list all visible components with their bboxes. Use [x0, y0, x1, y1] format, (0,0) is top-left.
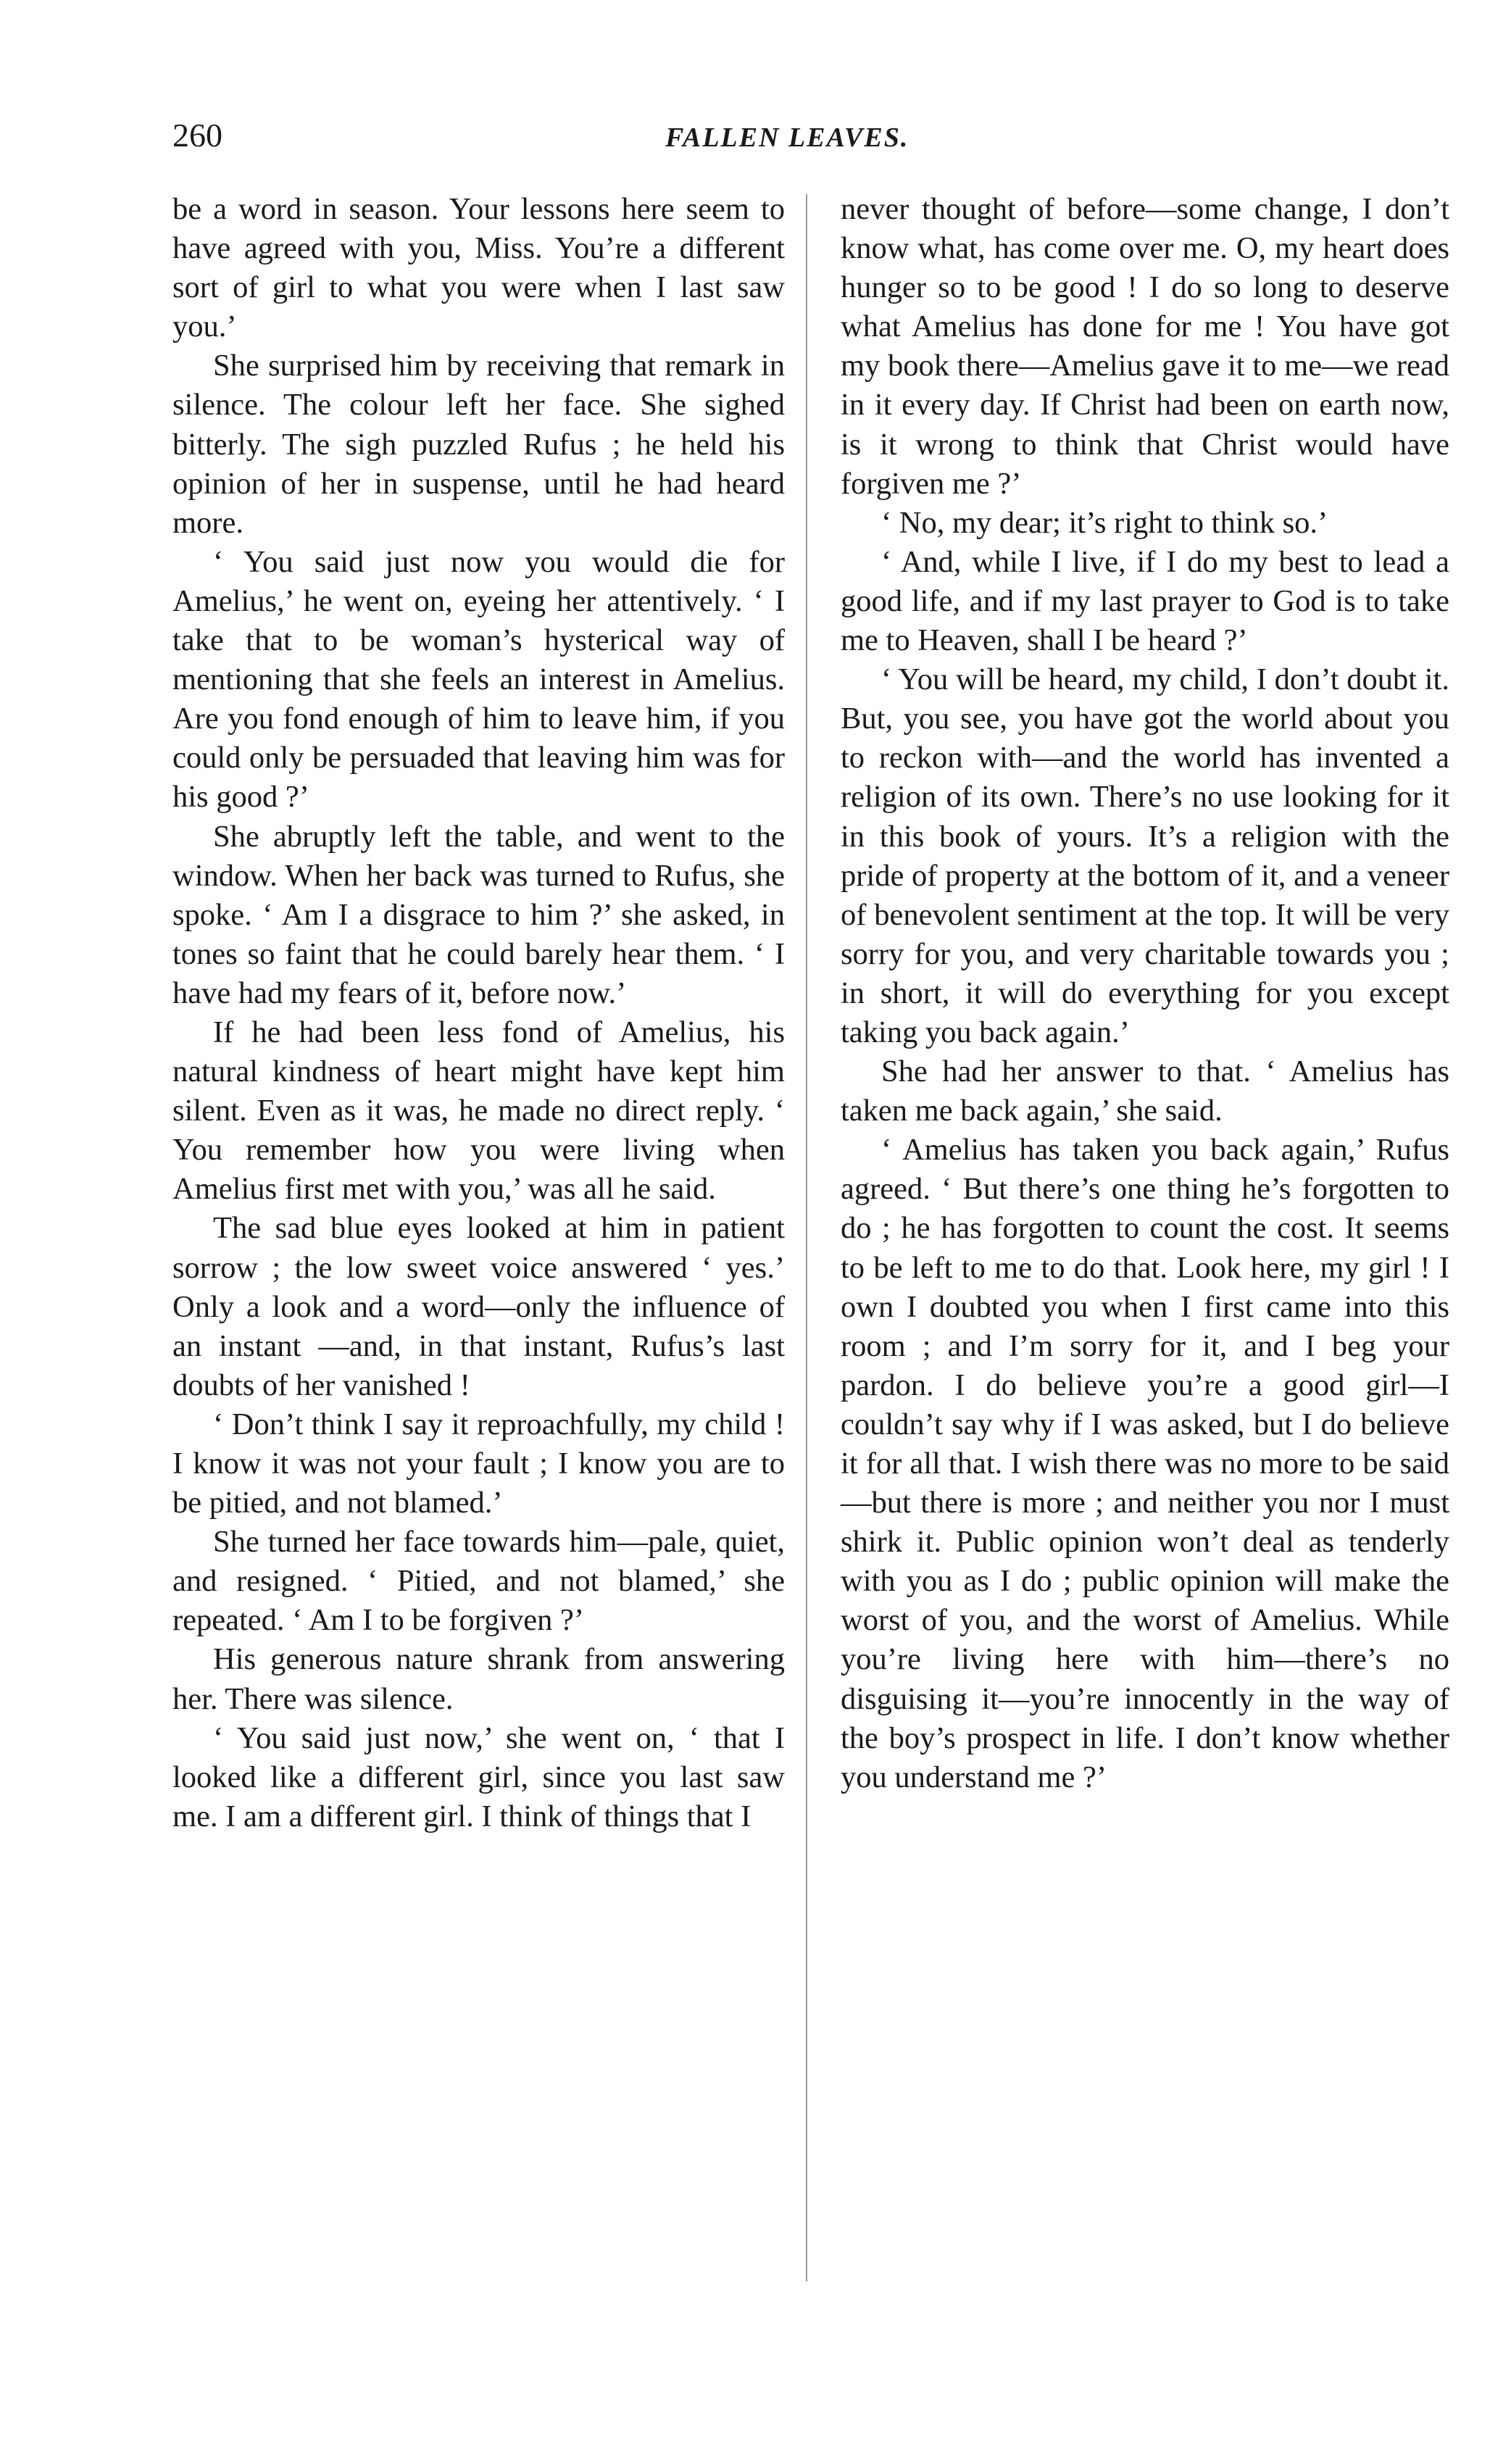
page-number: 260 [172, 117, 222, 154]
running-title: FALLEN LEAVES. [665, 122, 909, 153]
paragraph: The sad blue eyes looked at him in patient sorrow ; the low sweet voice answered ‘ yes.’ Only a look and a word—only the influence of an instant —and, in that instant, Rufus’s last doubts of her vanished ! [172, 1211, 785, 1402]
paragraph: If he had been less fond of Amelius, his natural kindness of heart might have kept him silent. Even as it was, he made no direct reply. ‘ You remember how you were living when Amelius first met with you,’ was all he said. [172, 1015, 785, 1207]
paragraph: ‘ You said just now,’ she went on, ‘ that I looked like a different girl, since you last saw me. I am a different girl. I think of things that I [172, 1720, 785, 1834]
paragraph: ‘ And, while I live, if I do my best to lead a good life, and if my last prayer to God is to take me to Heaven, shall I be heard ?’ [841, 544, 1449, 658]
paragraph: ‘ No, my dear; it’s right to think so.’ [881, 505, 1328, 540]
right-column [841, 190, 1449, 1797]
paragraph: She had her answer to that. ‘ Amelius has taken me back again,’ she said. [841, 1054, 1449, 1128]
paragraph: She abruptly left the table, and went to the window. When her back was turned to Rufus, she spoke. ‘ Am I a disgrace to him ?’ she asked, in tones so faint that he could barely hear them. ‘ I have had my fears of it, before now.’ [172, 819, 785, 1010]
column-divider [806, 194, 807, 2281]
page-header [172, 116, 960, 159]
left-column [172, 190, 785, 1836]
paragraph: be a word in season. Your lessons here seem to have agreed with you, Miss. You’re a different sort of girl to what you were when I last saw you.’ [172, 192, 785, 344]
paragraph: ‘ Amelius has taken you back again,’ Rufus agreed. ‘ But there’s one thing he’s forgotten to do ; he has forgotten to count the cost. It seems to be left to me to do that. Look here, my girl ! I own I doubted you when I first came into this room ; and I’m sorry for it, and I beg your pardon. I do believe you’re a good girl—I couldn’t say why if I was asked, but I do believe it for all that. I wish there was no more to be said—but there is more ; and neither you nor I must shirk it. Public opinion won’t deal as tenderly with you as I do ; public opinion will make the worst of you, and the worst of Amelius. While you’re living here with him—there’s no disguising it—you’re innocently in the way of the boy’s prospect in life. I don’t know whether you understand me ?’ [841, 1133, 1449, 1794]
paragraph: She surprised him by receiving that remark in silence. The colour left her face. She sighed bitterly. The sigh puzzled Rufus ; he held his opinion of her in suspense, until he had heard more. [172, 349, 785, 540]
paragraph: ‘ You will be heard, my child, I don’t doubt it. But, you see, you have got the world about you to reckon with—and the world has invented a religion of its own. There’s no use looking for it in this book of yours. It’s a religion with the pride of property at the bottom of it, and a veneer of benevolent sentiment at the top. It will be very sorry for you, and very charitable towards you ; in short, it will do everything for you except taking you back again.’ [841, 662, 1449, 1049]
paragraph: She turned her face towards him—pale, quiet, and resigned. ‘ Pitied, and not blamed,’ she repeated. ‘ Am I to be forgiven ?’ [172, 1525, 785, 1638]
paragraph: never thought of before—some change, I don’t know what, has come over me. O, my heart does hunger so to be good ! I do so long to deserve what Amelius has done for me ! You have got my book there—Amelius gave it to me—we read in it every day. If Christ had been on earth now, is it wrong to think that Christ would have forgiven me ?’ [841, 192, 1449, 501]
paragraph: His generous nature shrank from answering her. There was silence. [172, 1642, 785, 1716]
paragraph: ‘ Don’t think I say it reproachfully, my child ! I know it was not your fault ; I know you are to be pitied, and not blamed.’ [172, 1407, 785, 1520]
paragraph: ‘ You said just now you would die for Amelius,’ he went on, eyeing her attentively. ‘ I take that to be woman’s hysterical way of mentioning that she feels an interest in Amelius. Are you fond enough of him to leave him, if you could only be persuaded that leaving him was for his good ?’ [172, 544, 785, 815]
